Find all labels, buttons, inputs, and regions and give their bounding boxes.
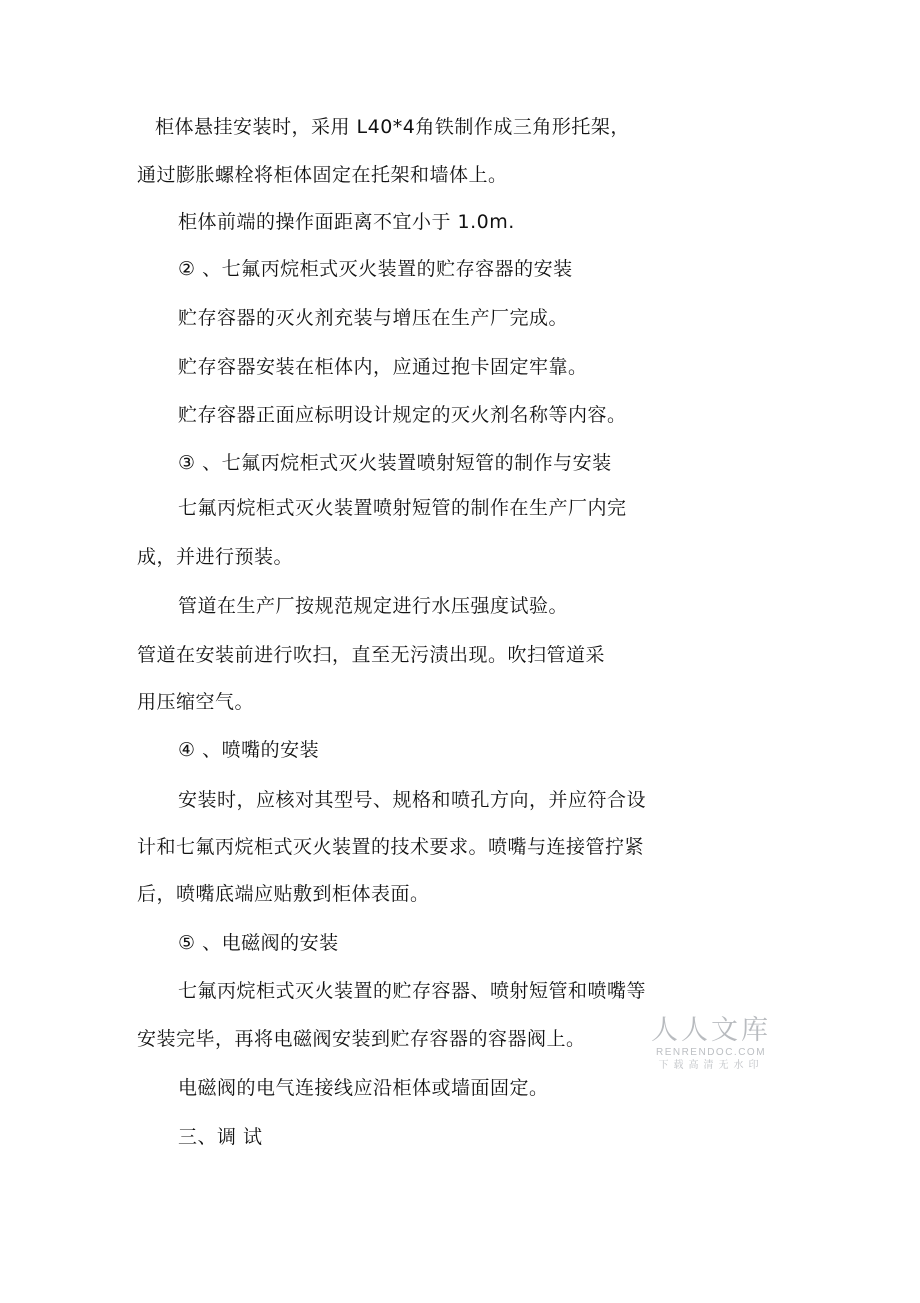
text-line: 柜体前端的操作面距离不宜小于 1.0m. <box>178 211 515 233</box>
text-line: 后，喷嘴底端应贴敷到柜体表面。 <box>137 883 430 905</box>
text-line: 电磁阀的电气连接线应沿柜体或墙面固定。 <box>178 1077 549 1099</box>
text-line: 贮存容器安装在柜体内，应通过抱卡固定牢靠。 <box>178 356 588 378</box>
text-line: 计和七氟丙烷柜式灭火装置的技术要求。喷嘴与连接管拧紧 <box>137 836 645 858</box>
text-line: 通过膨胀螺栓将柜体固定在托架和墙体上。 <box>137 164 508 186</box>
text-line: 七氟丙烷柜式灭火装置的贮存容器、喷射短管和喷嘴等 <box>178 980 647 1002</box>
text-line: 管道在生产厂按规范规定进行水压强度试验。 <box>178 595 569 617</box>
text-line: 成，并进行预装。 <box>137 546 294 568</box>
text-line: 柜体悬挂安装时，采用 L40*4角铁制作成三角形托架， <box>155 116 630 138</box>
text-line: 安装时，应核对其型号、规格和喷孔方向，并应符合设 <box>178 789 647 811</box>
watermark-logo <box>646 1016 776 1072</box>
watermark-brand: 人人文库 <box>651 1015 771 1046</box>
text-line: 七氟丙烷柜式灭火装置喷射短管的制作在生产厂内完 <box>178 497 627 519</box>
watermark-domain: RENRENDOC.COM <box>655 1047 767 1058</box>
section-heading: ④ 、喷嘴的安装 <box>178 739 320 761</box>
text-line: 安装完毕，再将电磁阀安装到贮存容器的容器阀上。 <box>137 1028 586 1050</box>
watermark-tagline: 下载高清无水印 <box>658 1060 764 1071</box>
text-line: 用压缩空气。 <box>137 691 255 713</box>
section-heading: ② 、七氟丙烷柜式灭火装置的贮存容器的安装 <box>178 258 573 280</box>
text-line: 贮存容器的灭火剂充装与增压在生产厂完成。 <box>178 307 569 329</box>
section-heading: 三、调 试 <box>178 1126 263 1148</box>
text-line: 贮存容器正面应标明设计规定的灭火剂名称等内容。 <box>178 404 627 426</box>
text-line: 管道在安装前进行吹扫，直至无污渍出现。吹扫管道采 <box>137 644 606 666</box>
section-heading: ⑤ 、电磁阀的安装 <box>178 932 339 954</box>
section-heading: ③ 、七氟丙烷柜式灭火装置喷射短管的制作与安装 <box>178 452 612 474</box>
